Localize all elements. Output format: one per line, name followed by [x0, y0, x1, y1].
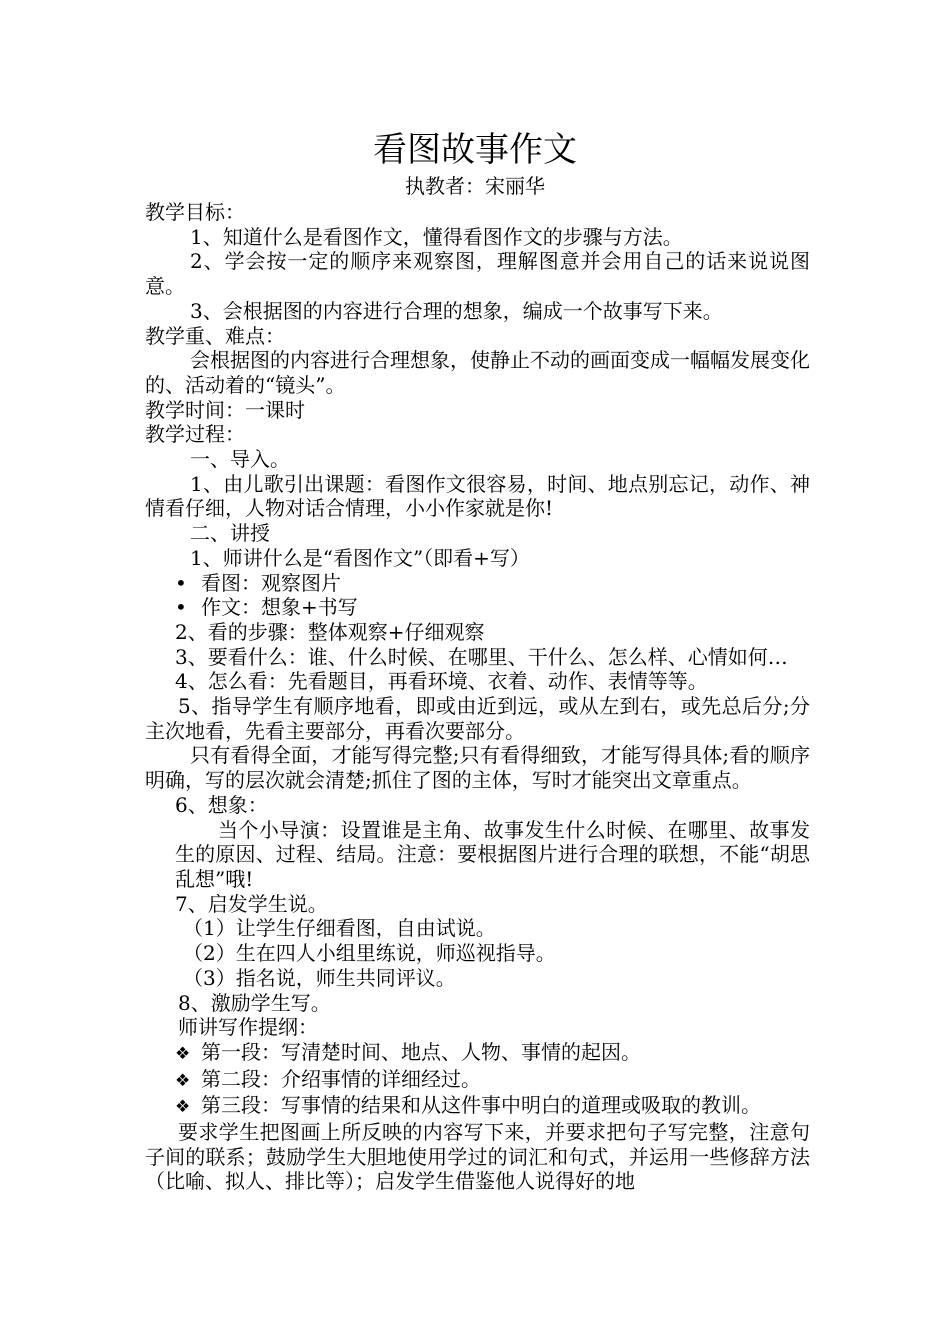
paragraph: （2）生在四人小组里练说，师巡视指导。 [183, 941, 556, 966]
paragraph: 1、由儿歌引出课题：看图作文很容易，时间、地点别忘记，动作、神情看仔细，人物对话合情理，小小作家就是你! [145, 471, 810, 521]
outline-heading: 师讲写作提纲： [178, 1015, 318, 1040]
goal-item: 1、知道什么是看图作文，懂得看图作文的步骤与方法。 [190, 224, 683, 249]
document-body [145, 200, 810, 1194]
paragraph: 只有看得全面，才能写得完整;只有看得细致，才能写得具体;看的顺序明确，写的层次就会清楚;抓住了图的主体，写时才能突出文章重点。 [145, 743, 810, 793]
outline-item [145, 1040, 810, 1067]
outline-item [145, 1093, 810, 1120]
outline-item [145, 1067, 810, 1094]
paragraph: 4、怎么看：先看题目，再看环境、衣着、动作、表情等等。 [175, 669, 708, 694]
goal-item: 2、学会按一定的顺序来观察图，理解图意并会用自己的话来说说图意。 [145, 249, 810, 299]
paragraph: 2、看的步骤：整体观察+仔细观察 [175, 619, 485, 644]
bullet-icon: • [175, 595, 187, 620]
outline-text: 第三段：写事情的结果和从这件事中明白的道理或吸取的教训。 [201, 1093, 761, 1118]
section-heading: 二、讲授 [190, 521, 270, 546]
outline-text: 第二段：介绍事情的详细经过。 [201, 1066, 481, 1091]
bullet-icon: • [175, 570, 187, 595]
paragraph: 5、指导学生有顺序地看，即或由近到远，或从左到右，或先总后分;分主次地看，先看主要部分，再看次要部分。 [145, 694, 810, 743]
teaching-time: 教学时间：一课时 [145, 397, 305, 422]
key-points-text: 会根据图的内容进行合理想象，使静止不动的画面变成一幅幅发展变化的、活动着的“镜头”。 [145, 348, 810, 397]
paragraph: 当个小导演：设置谁是主角、故事发生什么时候、在哪里、故事发生的原因、过程、结局。注意：要根据图片进行合理的联想，不能“胡思乱想”哦! [175, 817, 810, 891]
goals-heading: 教学目标： [145, 200, 245, 224]
diamond-bullet-icon: ❖ [175, 1070, 191, 1091]
bullet-item [145, 571, 810, 596]
paragraph: 3、要看什么：谁、什么时候、在哪里、干什么、怎么样、心情如何… [175, 644, 788, 669]
bullet-text: 看图：观察图片 [201, 570, 341, 595]
document-title: 看图故事作文 [373, 130, 577, 170]
author-line: 执教者：宋丽华 [405, 174, 545, 198]
paragraph: （1）让学生仔细看图，自由试说。 [183, 916, 496, 941]
paragraph: 要求学生把图画上所反映的内容写下来，并要求把句子写完整，注意句子间的联系；鼓励学生大胆地使用学过的词汇和句式，并运用一些修辞方法（比喻、拟人、排比等）；启发学生借鉴他人说得好的地 [145, 1120, 810, 1194]
paragraph: （3）指名说，师生共同评议。 [183, 965, 456, 990]
diamond-bullet-icon: ❖ [175, 1043, 191, 1064]
key-points-heading: 教学重、难点： [145, 323, 285, 348]
bullet-item [145, 595, 810, 620]
paragraph: 8、激励学生写。 [178, 990, 331, 1015]
bullet-text: 作文：想象+书写 [201, 595, 358, 620]
process-heading: 教学过程： [145, 422, 245, 447]
paragraph: 6、想象： [175, 792, 268, 817]
goal-item: 3、会根据图的内容进行合理的想象，编成一个故事写下来。 [190, 298, 723, 323]
outline-text: 第一段：写清楚时间、地点、人物、事情的起因。 [201, 1039, 641, 1064]
diamond-bullet-icon: ❖ [175, 1097, 191, 1118]
section-heading: 一、导入。 [190, 447, 290, 472]
paragraph: 7、启发学生说。 [175, 891, 328, 916]
paragraph: 1、师讲什么是“看图作文”（即看+写） [190, 545, 530, 570]
